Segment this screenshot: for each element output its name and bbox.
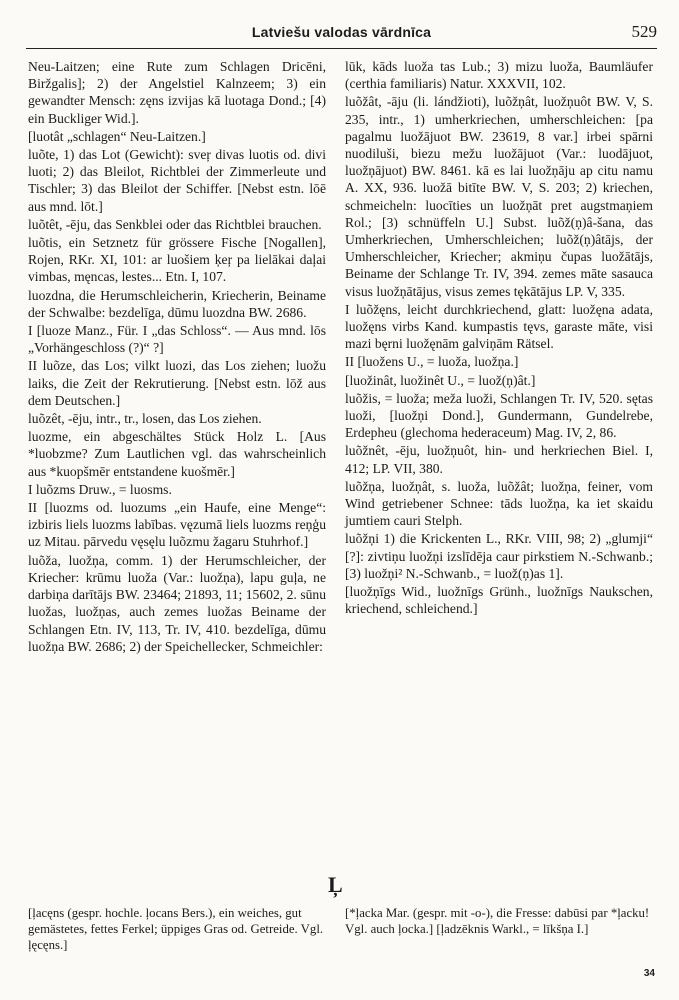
bottom-left-entry: [ļacęns (gespr. hochle. ļocans Bers.), ein weiches, gut gemästetes, fettes Ferkel; üppiges Gras od. Getreide. Vgl. ļęcęns.]: [28, 906, 324, 952]
entry: [luotât „schlagen“ Neu-Laitzen.]: [28, 128, 206, 144]
left-column: [28, 58, 326, 656]
entry: luõžis, = luoža; meža luoži, Schlangen Tr. IV, 520. sętas luoži, [luožņi Dond.], Gundermann, Gundelrebe, Erdepheu (glechoma hederaceum) Mag. IV, 2, 86.: [345, 390, 653, 441]
entry: [luožņīgs Wid., luožnīgs Grünh., luožnīgs Naukschen, kriechend, schleichend.]: [345, 584, 653, 617]
entry: Neu-Laitzen; eine Rute zum Schlagen Dricēni, Biržgalis]; 2) der Angelstiel Kalnzeem; 3) ein gewandter Mensch: zęns izvijas kā luotaga Dond.; [4) ein Buckliger Wid.].: [28, 59, 326, 126]
entry: luõžnêt, -ēju, luožņuôt, hin- und herkriechen Biel. I, 412; LP. VII, 380.: [345, 443, 653, 476]
entry: luõžņi 1) die Krickenten L., RKr. VIII, 98; 2) „glumji“ [?]: zivtiņu luožņi izslīdēja caur pirkstiem N.-Schwanb.; [3) luožņi² N.-Schwanb., = luož(ņ)as 1].: [345, 531, 653, 581]
entry: II [luozms od. luozums „ein Haufe, eine Menge“: izbiris liels luozms labības. vęzumā liels luozms reņģu uz Mitau. pārvedu vęsęlu luõzmu žagaru Stuhrhof.]: [28, 500, 326, 550]
right-column: [345, 58, 653, 619]
entry: [luožinât, luožinêt U., = luož(ņ)ât.]: [345, 372, 536, 388]
bottom-right-entry: [*ļacka Mar. (gespr. mit -o-), die Fresse: dabūsi par *ļacku! Vgl. auch ļocka.] [ļadzēknis Warkl., = līkšņa I.]: [345, 906, 650, 936]
entry: luõžât, -āju (li. lándžioti), luõžņât, luožņuôt BW. V, S. 235, intr., 1) umherkriechen, umherschleichen: [pa pagalmu luožājuot BW. 23619, 8 var.] irbei spārni nuodiluši, biezu mežu luožājuot (Var.: luodājuot, luožņājuot) BW. 8461. kā es lai luožņāju ap citu namu A. XX, 936. luožā bitīte BW. V, S. 203; 2) kriechen, schmeicheln: luocīties un luožņāt pret augstmaņiem Rol.; [3) schnüffeln U.] Subst. luõž(ņ)â-šana, das Umherkriechen, Umherschleichen; luõž(ņ)âtājs, der Umherschleicher, Kriecher; akmiņu čupas luožātājs, Beiname der Schlange Tr. IV, 394. zemes māte sasauca visus luožņātājus, visus zemes tękātājus LP. V, 335.: [345, 94, 653, 299]
entry: luõžņa, luožņât, s. luoža, luõžât; luožņa, feiner, vom Wind getriebener Schnee: tāds luožņa, ka iet skaidu jumtiem cauri Stelph.: [345, 478, 653, 529]
entry: luõža, luožņa, comm. 1) der Herumschleicher, der Kriecher: krūmu luoža (Var.: luožņa), lapu guļa, ne darbiņa darītājs BW. 23464; 21893, 11; 15602, 2. sūnu luožas, luožņas, auch zemes luožas Beiname der Schlangen Etn. IV, 113, Tr. IV, 410. bezdelīga, dūmu luožņa BW. 2686; 2) der Speichellecker, Schmeichler:: [28, 552, 326, 654]
entry: II luõze, das Los; vilkt luozi, das Los ziehen; luožu laiks, die Zeit der Rekrutierung. [Nebst estn. lōž aus dem Deutschen.]: [28, 358, 326, 408]
entry: luozme, ein abgeschältes Stück Holz L. [Aus *luobzme? Zum Lautlichen vgl. das wahrscheinlich aus *kuopšmēr entstandene kuošmēr.]: [28, 429, 326, 479]
entry: I luõzms Druw., = luosms.: [28, 481, 172, 497]
entry: II [luožens U., = luoža, luožņa.]: [345, 354, 519, 370]
entry: luõtêt, -ēju, das Senkblei oder das Richtblei brauchen.: [28, 216, 322, 232]
signature-mark: 34: [643, 968, 655, 979]
page-header: [26, 22, 657, 49]
entry: luõzêt, -ēju, intr., tr., losen, das Los ziehen.: [28, 411, 262, 427]
entry: luõte, 1) das Lot (Gewicht): sveŗ divas luotis od. divi luoti; 2) das Bleilot, Richtblei der Zimmerleute und Tischler; 3) das Bleilot der Schiffer. [Nebst estn. lōē aus mnd. lōt.]: [28, 147, 326, 214]
entry: I [luoze Manz., Für. I „das Schloss“. — Aus mnd. lōs „Vorhängeschloss (?)“ ?]: [28, 323, 326, 356]
entry: I luõžęns, leicht durchkriechend, glatt: luožęna adata, luožęns virbs Kand. kumpastis tęvs, garaste māte, visi mazi bęrni luožęnām galviņām Rätsel.: [345, 301, 653, 352]
entry: luõtis, ein Setznetz für grössere Fische [Nogallen], Rojen, RKr. XI, 101: ar luošiem ķeŗ pa lielākai daļai vimbas, męncas, lestes... Etn. I, 107.: [28, 235, 326, 285]
page-title: Latviešu valodas vārdnīca: [251, 24, 432, 40]
section-letter: Ļ: [328, 872, 343, 897]
page-number: 529: [631, 22, 657, 41]
entry: luozdna, die Herumschleicherin, Kriecherin, Beiname der Schwalbe: bezdelīga, dūmu luozdna BW. 2686.: [28, 287, 326, 320]
entry: lūk, kāds luoža tas Lub.; 3) mizu luoža, Baumläufer (certhia familiaris) Natur. XXXVII, 102.: [345, 59, 653, 92]
